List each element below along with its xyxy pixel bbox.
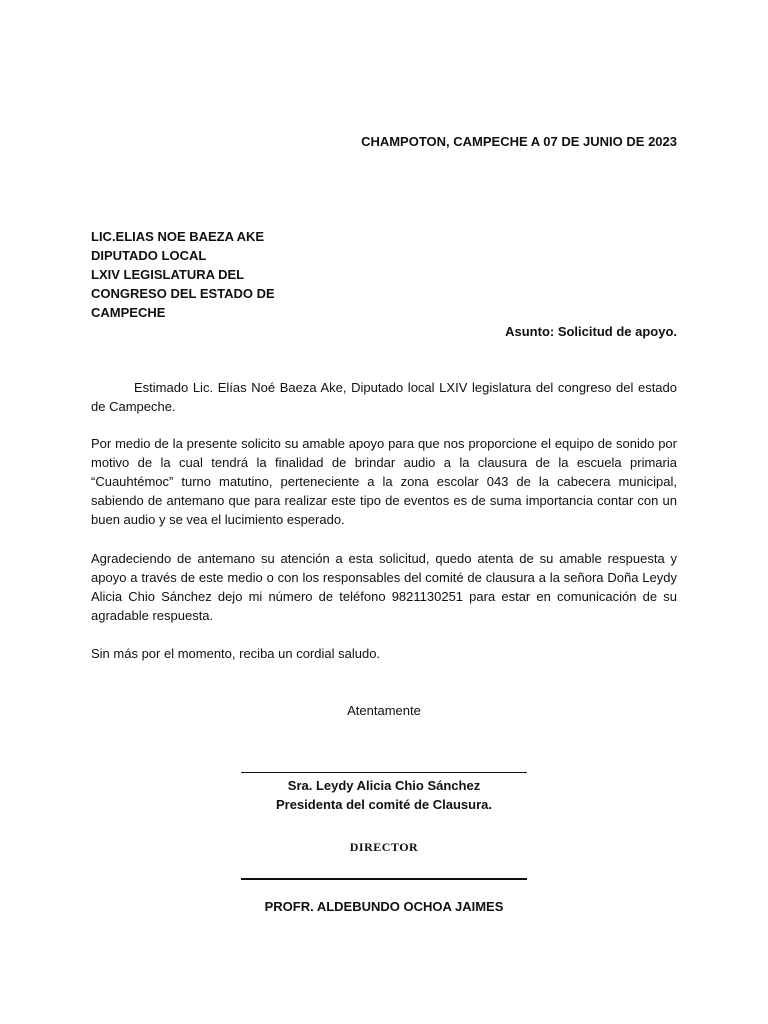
recipient-block	[91, 227, 275, 322]
director-label: DIRECTOR	[349, 840, 419, 854]
recipient-line-state: CAMPECHE	[91, 305, 166, 320]
signature-line	[241, 772, 527, 773]
recipient-line-congress: CONGRESO DEL ESTADO DE	[91, 286, 275, 301]
request-paragraph: Por medio de la presente solicito su amable apoyo para que nos proporcione el equipo de sonido por motivo de la cual tendrá la finalidad de brindar audio a la clausura de la escuela primaria “Cuauhtémoc” turno matutino, perteneciente a la zona escolar 043 de la cabecera municipal, sabiendo de antemano que para realizar este tipo de eventos es de suma importancia contar con un buen audio y se vea el lucimiento esperado.	[91, 436, 677, 527]
recipient-line-legislature: LXIV LEGISLATURA DEL	[91, 267, 245, 282]
director-signature-line	[241, 878, 527, 880]
thanks-paragraph: Agradeciendo de antemano su atención a esta solicitud, quedo atenta de su amable respuesta y apoyo a través de este medio o con los responsables del comité de clausura a la señora Doña Leydy Alicia Chio Sánchez dejo mi número de teléfono 9821130251 para estar en comunicación de su agradable respuesta.	[91, 551, 677, 623]
greeting-paragraph: Estimado Lic. Elías Noé Baeza Ake, Diputado local LXIV legislatura del congreso del estado de Campeche.	[91, 380, 677, 414]
signatory-name: Sra. Leydy Alicia Chio Sánchez	[287, 778, 481, 793]
farewell-paragraph: Sin más por el momento, reciba un cordial saludo.	[91, 646, 381, 661]
signatory-role: Presidenta del comité de Clausura.	[275, 797, 493, 812]
recipient-line-title: DIPUTADO LOCAL	[91, 248, 207, 263]
closing-text: Atentamente	[347, 703, 421, 718]
subject-line: Asunto: Solicitud de apoyo.	[505, 324, 677, 339]
date-line: CHAMPOTON, CAMPECHE A 07 DE JUNIO DE 2023	[361, 134, 677, 149]
director-name: PROFR. ALDEBUNDO OCHOA JAIMES	[264, 899, 504, 914]
recipient-line-name: LIC.ELIAS NOE BAEZA AKE	[91, 229, 265, 244]
